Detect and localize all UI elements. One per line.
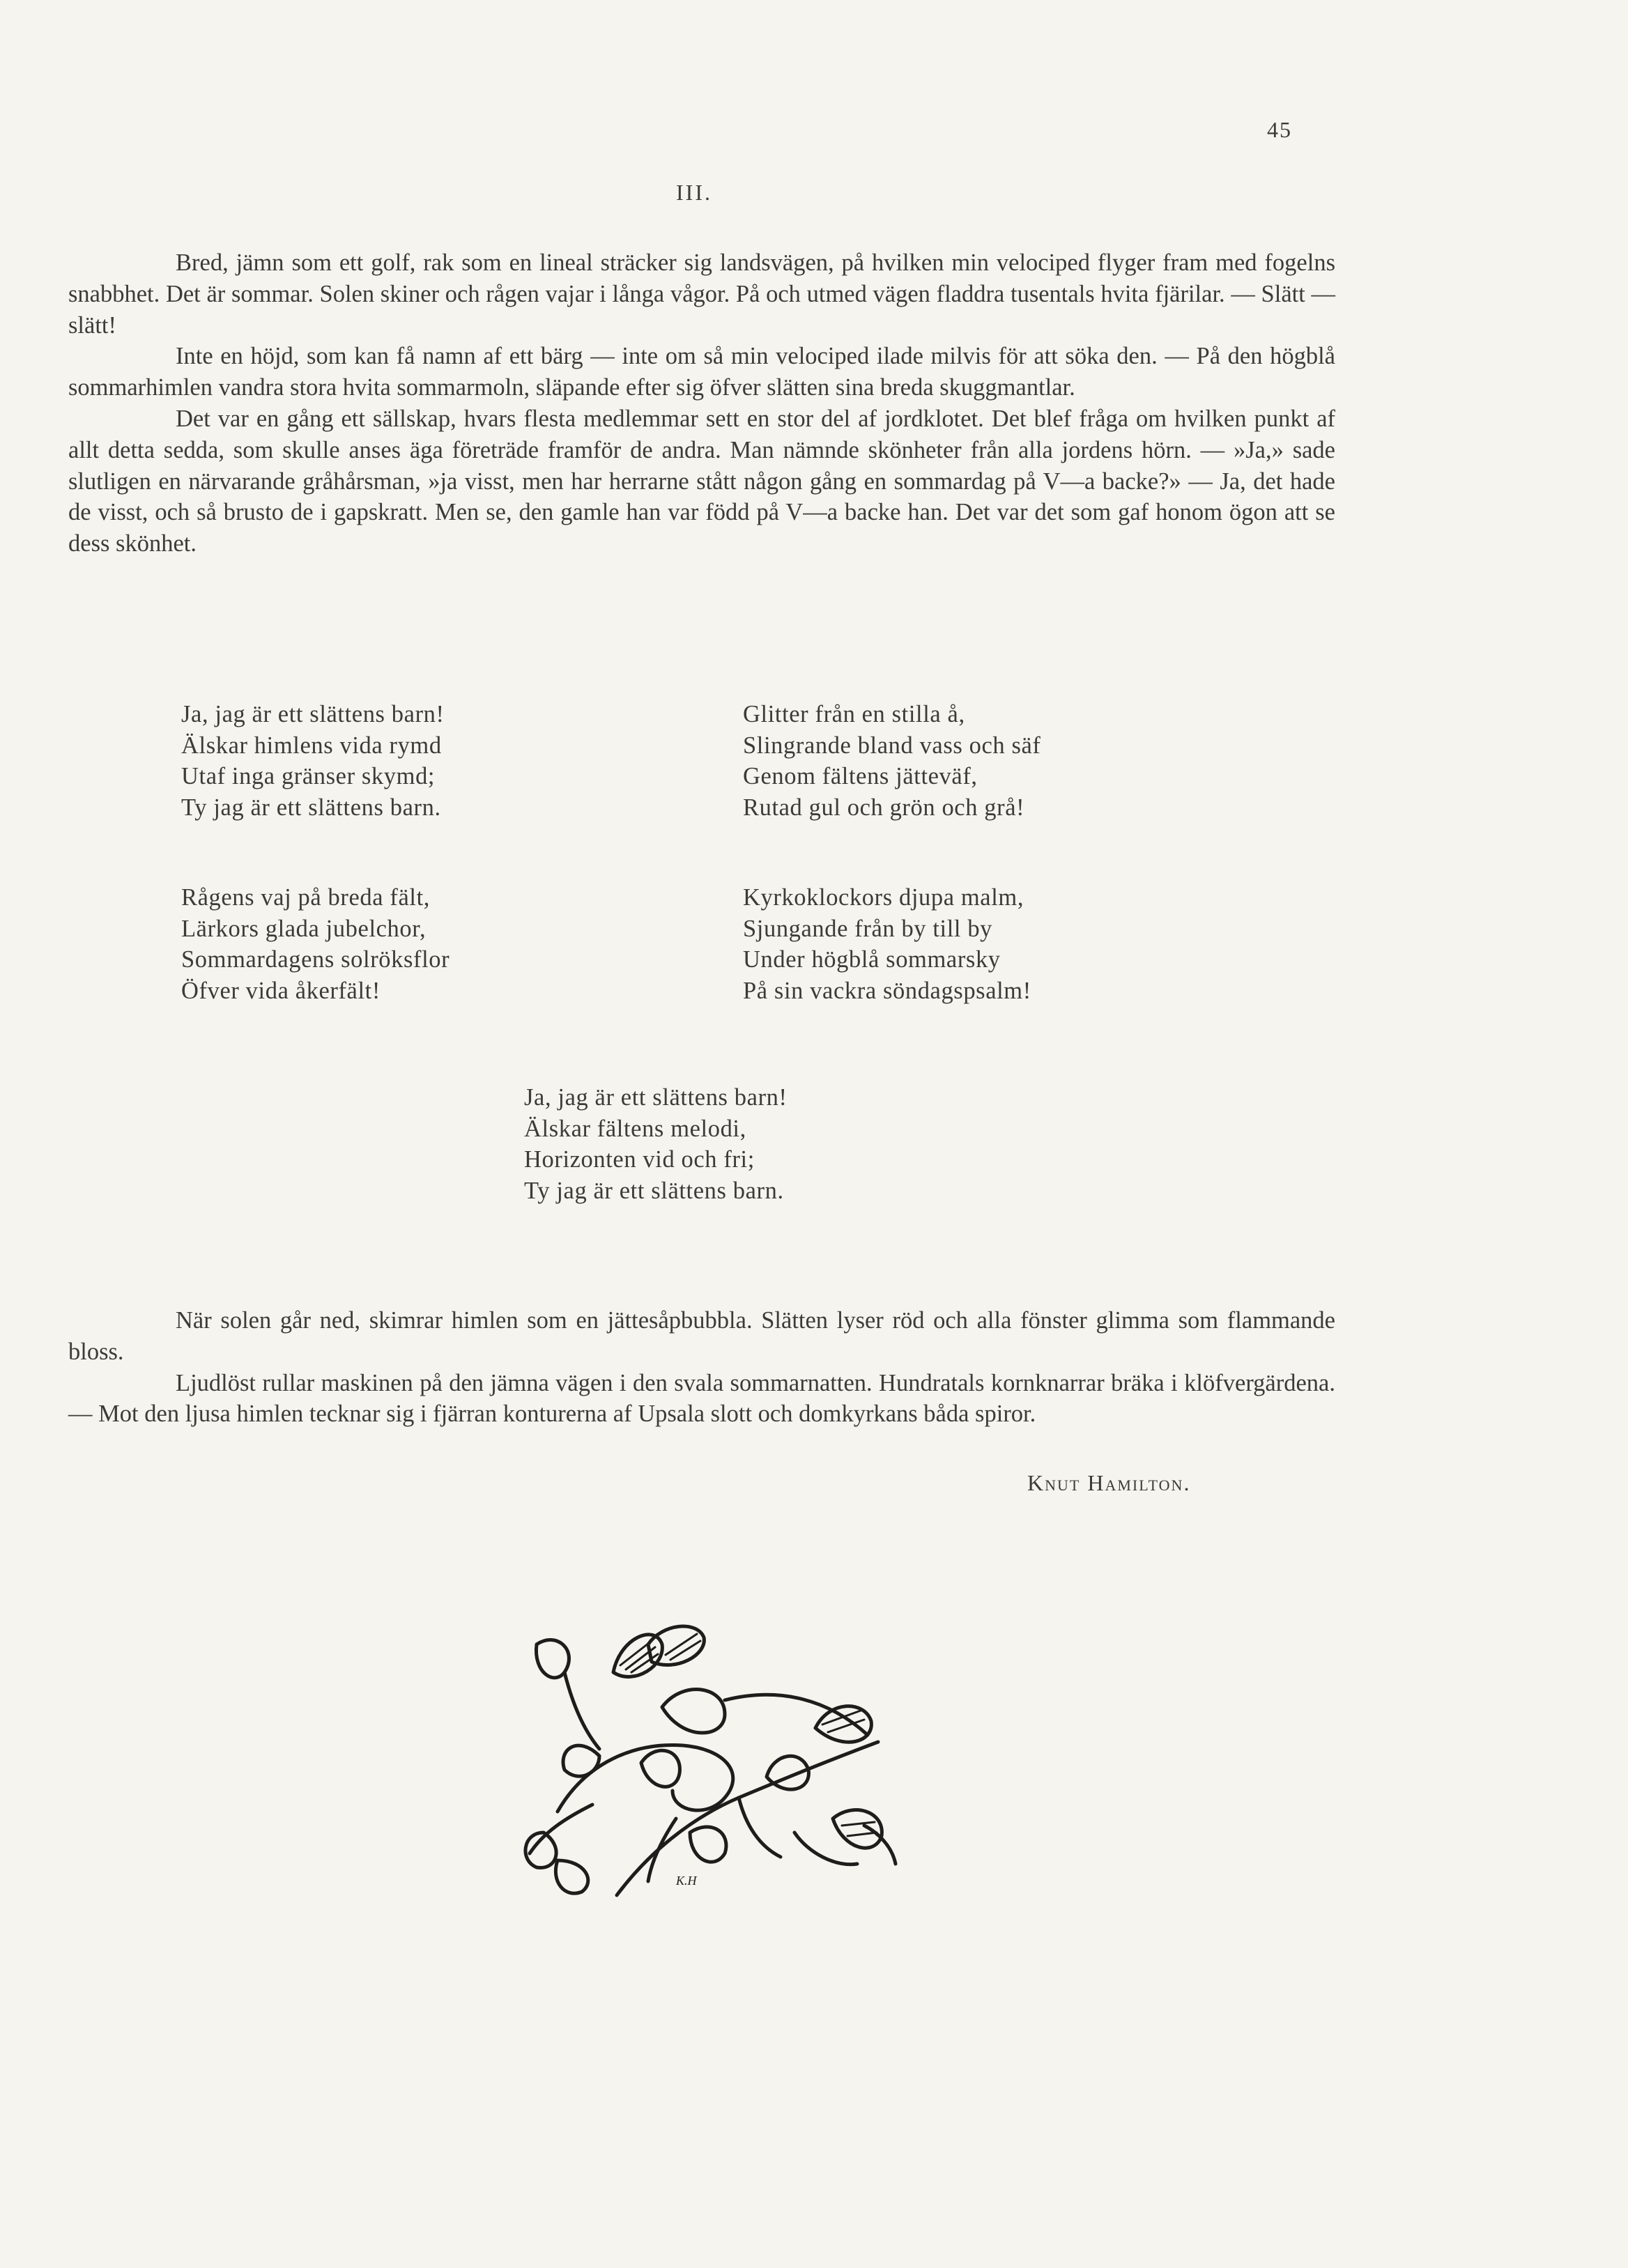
verse-line: Sjungande från by till by (743, 915, 993, 942)
verse-line: Glitter från en stilla å, (743, 701, 965, 727)
poem-stanza-4 (743, 882, 1031, 1006)
poem-stanza-5 (524, 1082, 788, 1206)
verse-line: Kyrkoklockors djupa malm, (743, 884, 1024, 911)
verse-line: Ty jag är ett slättens barn. (524, 1177, 784, 1204)
verse-line: Ty jag är ett slättens barn. (181, 794, 441, 821)
verse-line: Utaf inga gränser skymd; (181, 763, 436, 789)
verse-line: På sin vackra söndagspsalm! (743, 977, 1031, 1004)
author-last-name: Hamilton. (1087, 1470, 1191, 1495)
verse-line: Lärkors glada jubelchor, (181, 915, 427, 942)
verse-line: Genom fältens jätteväf, (743, 763, 978, 789)
paragraph: Det var en gång ett sällskap, hvars flesta medlemmar sett en stor del af jordklotet. Det blef fråga om hvilken punkt af allt detta sedda, som skulle anses äga företräde framför de andra. Man nämnde skönheter från alla jordens hörn. — »Ja,» sade slutligen en närvarande gråhårsman, »ja visst, men har herrarne stått någon gång en sommardag på V—a backe?» — Ja, det hade de visst, och så brusto de i gapskratt. Men se, den gamle han var född på V—a backe han. Det var det som gaf honom ögon att se dess skönhet. (68, 405, 1335, 557)
verse-line: Öfver vida åkerfält! (181, 977, 381, 1004)
verse-line: Slingrande bland vass och säf (743, 732, 1041, 759)
verse-line: Älskar fältens melodi, (524, 1115, 746, 1142)
poem-stanza-1 (181, 699, 445, 823)
page-number: 45 (1267, 117, 1292, 142)
poem-stanza-2 (743, 699, 1040, 823)
verse-line: Sommardagens solröksflor (181, 946, 450, 973)
prose-top (68, 247, 1335, 560)
verse-line: Rutad gul och grön och grå! (743, 794, 1025, 821)
verse-line: Älskar himlens vida rymd (181, 732, 442, 759)
verse-line: Ja, jag är ett slättens barn! (181, 701, 445, 727)
paragraph: Inte en höjd, som kan få namn af ett bärg — inte om så min velociped ilade milvis för att söka den. — På den högblå sommarhimlen vandra stora hvita sommarmoln, släpande efter sig öfver slätten sina breda skuggmantlar. (68, 343, 1335, 401)
author-first-name: Knut (1027, 1470, 1081, 1495)
verse-line: Under högblå sommarsky (743, 946, 1001, 973)
prose-bottom (68, 1305, 1335, 1430)
verse-line: Horizonten vid och fri; (524, 1146, 755, 1173)
author-signature (1027, 1470, 1190, 1496)
verse-line: Rågens vaj på breda fält, (181, 884, 430, 911)
section-title: III. (676, 180, 712, 205)
vignette-monogram: K.H (676, 1874, 697, 1888)
paragraph: När solen går ned, skimrar himlen som en jättesåpbubbla. Slätten lyser röd och alla fönster glimma som flammande bloss. (68, 1307, 1335, 1365)
poem-stanza-3 (181, 882, 450, 1006)
paragraph: Bred, jämn som ett golf, rak som en lineal sträcker sig landsvägen, på hvilken min velociped flyger fram med fogelns snabbhet. Det är sommar. Solen skiner och rågen vajar i långa vågor. På och utmed vägen fladdra tusentals hvita fjärilar. — Slätt — slätt! (68, 249, 1335, 339)
verse-line: Ja, jag är ett slättens barn! (524, 1084, 788, 1111)
floral-branch-vignette-icon (516, 1623, 906, 1909)
paragraph: Ljudlöst rullar maskinen på den jämna vägen i den svala sommarnatten. Hundratals kornknarrar bräka i klöfvergärdena. — Mot den ljusa himlen tecknar sig i fjärran konturerna af Upsala slott och domkyrkans båda spiror. (68, 1369, 1335, 1428)
